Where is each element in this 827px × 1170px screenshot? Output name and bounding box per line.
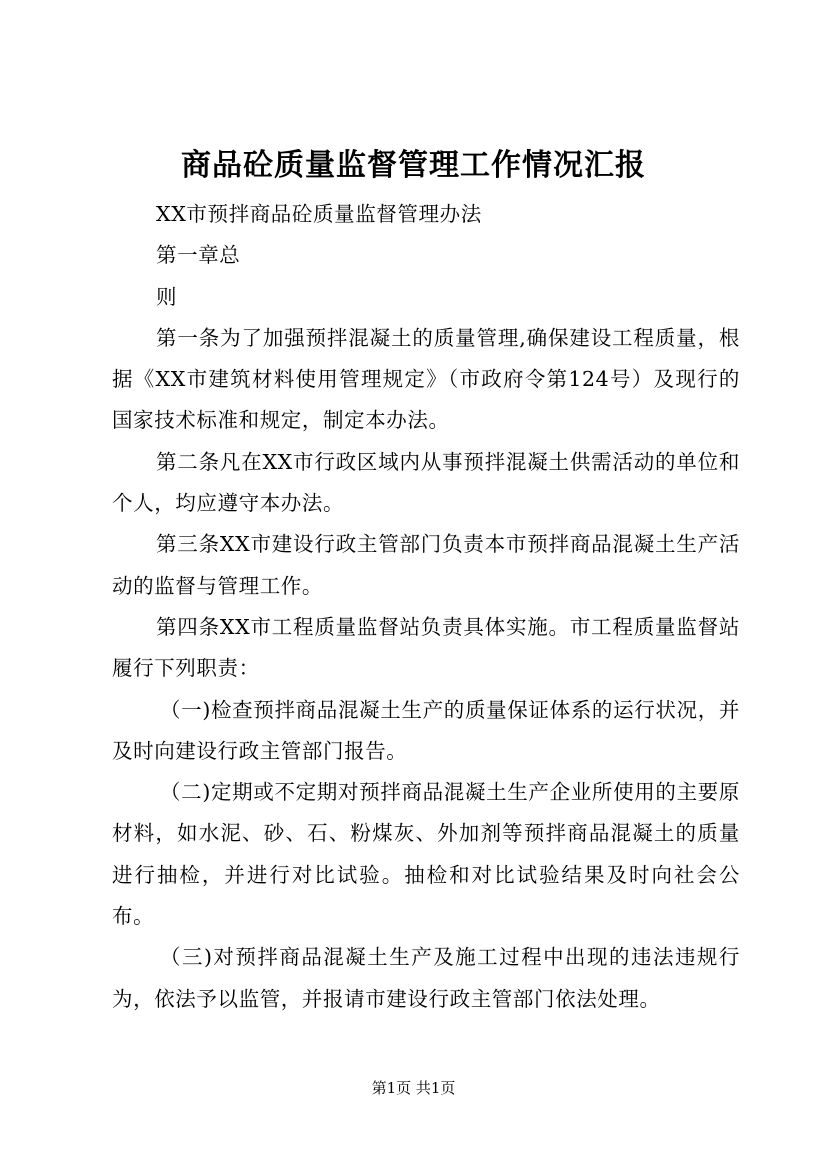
paragraph-chapter-heading: 第一章总 — [156, 243, 241, 268]
document-title: 商品砼质量监督管理工作情况汇报 — [181, 148, 646, 183]
page-footer: 第1页 共1页 — [371, 1079, 456, 1097]
paragraph-duty-3: （三)对预拌商品混凝土生产及施工过程中出现的违法违规行为，依法予以监管，并报请市建设行政主管部门依法处理。 — [112, 945, 740, 1011]
paragraph-duty-2: （二)定期或不定期对预拌商品混凝土生产企业所使用的主要原材料，如水泥、砂、石、粉煤灰、外加剂等预拌商品混凝土的质量进行抽检，并进行对比试验。抽检和对比试验结果及时向社会公布。 — [112, 780, 740, 929]
paragraph-article-3: 第三条XX市建设行政主管部门负责本市预拌商品混凝土生产活动的监督与管理工作。 — [112, 532, 740, 598]
paragraph-duty-1: （一)检查预拌商品混凝土生产的质量保证体系的运行状况，并及时向建设行政主管部门报告。 — [112, 697, 740, 763]
paragraph-article-4: 第四条XX市工程质量监督站负责具体实施。市工程质量监督站履行下列职责： — [112, 614, 740, 681]
document-body — [112, 194, 740, 1020]
paragraph-article-1: 第一条为了加强预拌混凝土的质量管理,确保建设工程质量，根据《XX市建筑材料使用管理规定》（市政府令第124号）及现行的国家技术标准和规定，制定本办法。 — [112, 325, 740, 433]
paragraph-article-2: 第二条凡在XX市行政区域内从事预拌混凝土供需活动的单位和个人，均应遵守本办法。 — [112, 449, 740, 516]
paragraph-chapter-heading-continued: 则 — [156, 284, 178, 309]
paragraph-subtitle: XX市预拌商品砼质量监督管理办法 — [156, 202, 482, 226]
